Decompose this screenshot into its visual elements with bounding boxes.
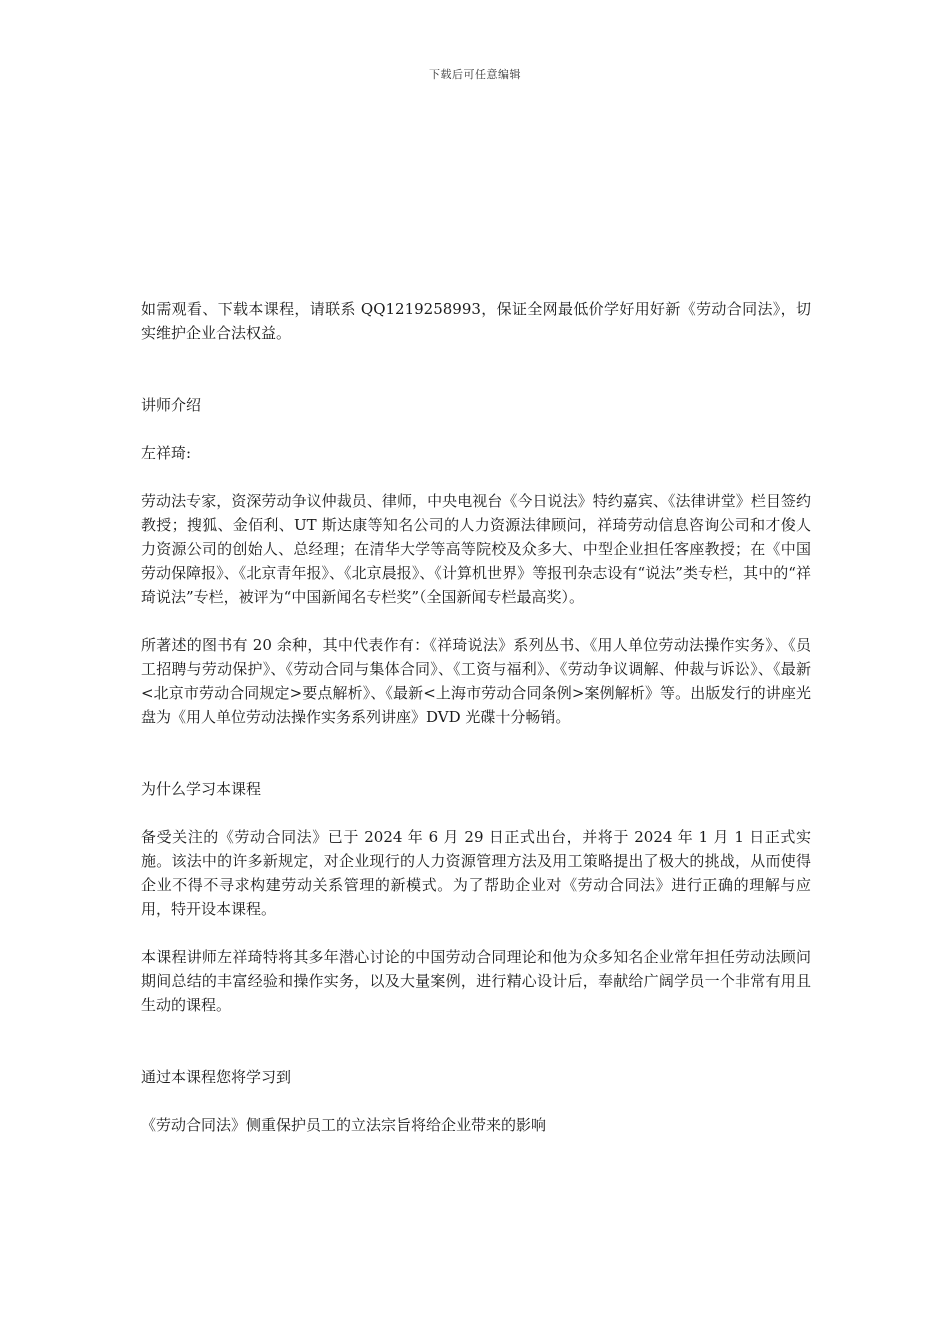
document-body bbox=[141, 297, 811, 1137]
why-paragraph-1: 备受关注的《劳动合同法》已于 2024 年 6 月 29 日正式出台，并将于 2024 年 1 月 1 日正式实施。该法中的许多新规定，对企业现行的人力资源管理方法及用工策略提出了极大的挑战，从而使得企业不得不寻求构建劳动关系管理的新模式。为了帮助企业对《劳动合同法》进行正确的理解与应用，特开设本课程。 bbox=[141, 828, 811, 918]
instructor-bio-paragraph: 劳动法专家，资深劳动争议仲裁员、律师，中央电视台《今日说法》特约嘉宾、《法律讲堂》栏目签约教授；搜狐、金佰利、UT 斯达康等知名公司的人力资源法律顾问，祥琦劳动信息咨询公司和才俊人力资源公司的创始人、总经理；在清华大学等高等院校及众多大、中型企业担任客座教授；在《中国劳动保障报》、《北京青年报》、《北京晨报》、《计算机世界》等报刊杂志设有“说法”类专栏，其中的“祥琦说法”专栏，被评为“中国新闻名专栏奖”（全国新闻专栏最高奖）。 bbox=[141, 492, 811, 606]
learn-heading: 通过本课程您将学习到 bbox=[141, 1068, 292, 1086]
instructor-name: 左祥琦: bbox=[141, 444, 192, 462]
contact-paragraph: 如需观看、下载本课程，请联系 QQ1219258993，保证全网最低价学好用好新《劳动合同法》，切实维护企业合法权益。 bbox=[141, 300, 811, 342]
why-paragraph-2: 本课程讲师左祥琦特将其多年潜心讨论的中国劳动合同理论和他为众多知名企业常年担任劳动法顾问期间总结的丰富经验和操作实务，以及大量案例，进行精心设计后，奉献给广阔学员一个非常有用且生动的课程。 bbox=[141, 948, 811, 1014]
instructor-heading: 讲师介绍 bbox=[141, 396, 202, 414]
why-heading: 为什么学习本课程 bbox=[141, 780, 262, 798]
learn-item: 《劳动合同法》侧重保护员工的立法宗旨将给企业带来的影响 bbox=[141, 1116, 547, 1134]
instructor-books-paragraph: 所著述的图书有 20 余种，其中代表作有：《祥琦说法》系列丛书、《用人单位劳动法操作实务》、《员工招聘与劳动保护》、《劳动合同与集体合同》、《工资与福利》、《劳动争议调解、仲裁与诉讼》、《最新<北京市劳动合同规定>要点解析》、《最新<上海市劳动合同条例>案例解析》等。出版发行的讲座光盘为《用人单位劳动法操作实务系列讲座》DVD 光碟十分畅销。 bbox=[141, 636, 811, 726]
page-header: 下载后可任意编辑 bbox=[429, 68, 521, 81]
